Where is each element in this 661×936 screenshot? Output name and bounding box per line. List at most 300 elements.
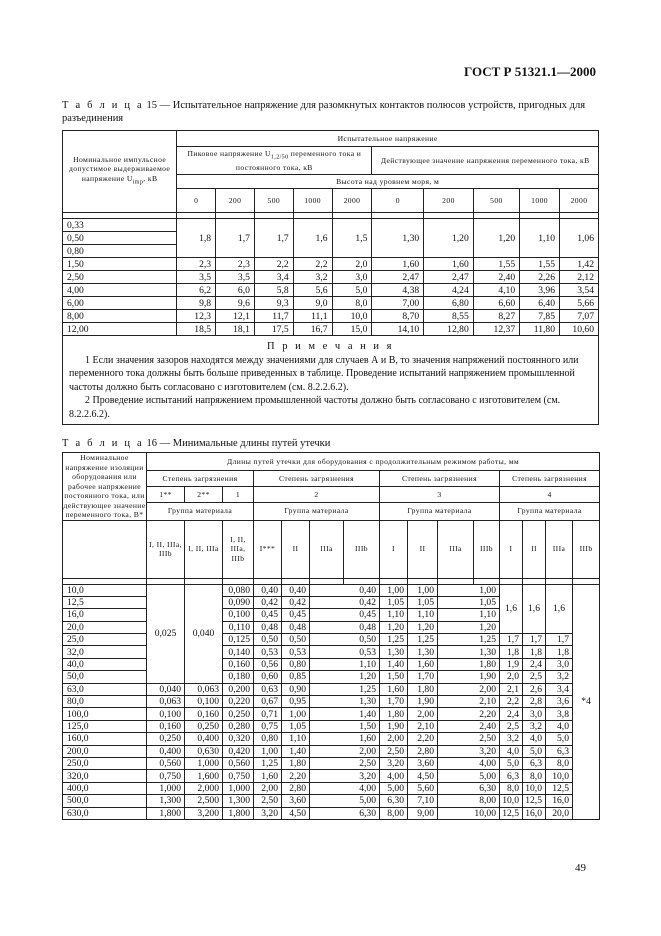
t16-pd2-II: 1,40 (282, 745, 310, 757)
t16-pd2a-value: 0,250 (185, 720, 223, 732)
t15-row (63, 219, 599, 232)
t16-pd3-I: 4,00 (380, 770, 408, 782)
t16-pd1-value: 0,180 (223, 671, 254, 683)
t15-value: 7,00 (372, 297, 424, 310)
t16-pd2-III: 1,60 (310, 733, 380, 745)
t16-pd2-III: 0,53 (310, 646, 380, 658)
t15-rated-value: 8,00 (63, 310, 177, 323)
t15-row (63, 284, 599, 297)
t16-pd3-II: 2,20 (408, 733, 438, 745)
t16-pd2-II: 0,85 (282, 671, 310, 683)
t16-pd4-I: 3,2 (500, 733, 523, 745)
t15-col-rated-sub: imp (132, 179, 144, 186)
t16-pd2-II: 1,05 (282, 720, 310, 732)
t16-pd3-I: 6,30 (380, 795, 408, 807)
t15-value: 5,66 (560, 297, 599, 310)
t16-pd3-II: 2,00 (408, 708, 438, 720)
t16-pd3-I: 3,20 (380, 757, 408, 769)
t16-row (63, 782, 600, 794)
t16-pd2a-value: 1,600 (185, 770, 223, 782)
t16-pd3-I: 1,10 (380, 609, 408, 621)
document-id: ГОСТ Р 51321.1—2000 (464, 64, 596, 79)
t16-rated-value: 16,0 (63, 609, 147, 621)
t15-peak-text: Пиковое напряжение U (187, 148, 271, 158)
t16-pd3-I: 1,40 (380, 658, 408, 670)
t15-rated-value: 1,50 (63, 258, 177, 271)
t16-rated-value: 630,0 (63, 807, 147, 819)
t16-row (63, 683, 600, 695)
t16-mg-a: I, II, IIIa, IIIb (147, 520, 185, 578)
t16-pd4-II: 2,5 (523, 671, 546, 683)
t16-pd3-II: 1,60 (408, 658, 438, 670)
t15-notes-row (63, 336, 599, 425)
t16-mg-2-0: I*** (254, 520, 282, 578)
t16-pd2-II: 1,10 (282, 733, 310, 745)
t16-pd3-III: 8,00 (438, 795, 500, 807)
t16-pollution-1: Степень загрязнения (147, 470, 254, 487)
t16-pd4-III: 10,0 (546, 770, 573, 782)
t16-pd2-I: 2,00 (254, 782, 282, 794)
t16-pd3-III: 5,00 (438, 770, 500, 782)
t16-pd3-I: 1,30 (380, 646, 408, 658)
t16-pd3-I: 1,70 (380, 696, 408, 708)
t16-pd1a-value: 0,250 (147, 733, 185, 745)
t16-rated-value: 400,0 (63, 782, 147, 794)
t16-pd4-I: 12,5 (500, 807, 523, 819)
t16-mg-2-2: IIIa (310, 520, 344, 578)
t16-mg-c: I, II, IIIa, IIIb (223, 520, 254, 578)
t16-pd3-II: 1,10 (408, 609, 438, 621)
t15-rated-value: 4,00 (63, 284, 177, 297)
t15-value: 17,5 (254, 323, 293, 336)
t15-rated-value: 2,50 (63, 271, 177, 284)
t15-value: 9,6 (216, 297, 255, 310)
t16-pd1a-value: 0,040 (147, 683, 185, 695)
t15-value: 12,3 (177, 310, 216, 323)
t16-pd2-I: 0,53 (254, 646, 282, 658)
t15-row (63, 310, 599, 323)
t16-pd4-II: 12,5 (523, 795, 546, 807)
t15-value: 11,7 (254, 310, 293, 323)
t16-pd2-I: 0,71 (254, 708, 282, 720)
t16-pd2-II: 0,80 (282, 658, 310, 670)
t16-pd2-II: 3,60 (282, 795, 310, 807)
t16-col-rated: Номинальное напряжение изоляции оборудования или рабочее напряжение постоянного тока, или действующее значение переменного тока, В* (63, 453, 146, 519)
table16-caption-word: Т а б л и ц а (62, 438, 144, 449)
t16-pd2-III: 5,00 (310, 795, 380, 807)
t16-pd3-I: 1,90 (380, 720, 408, 732)
t16-pollution-4: Степень загрязнения (500, 470, 600, 487)
t16-pd3-II: 9,00 (408, 807, 438, 819)
t16-pd2-II: 4,50 (282, 807, 310, 819)
t15-value: 12,80 (424, 323, 474, 336)
t16-pd3-II: 3,60 (408, 757, 438, 769)
t16-pd3-I: 2,00 (380, 733, 408, 745)
t15-value: 12,37 (473, 323, 519, 336)
t15-rated-value: 0,50 (63, 232, 177, 245)
t16-pd3-III: 3,20 (438, 745, 500, 757)
t15-value: 18,5 (177, 323, 216, 336)
t16-pd2-I: 0,67 (254, 696, 282, 708)
t15-value: 2,3 (177, 258, 216, 271)
t16-pd3-I: 1,00 (380, 584, 408, 596)
t16-pd4-II: 8,0 (523, 770, 546, 782)
t15-notes-title: П р и м е ч а н и я (267, 341, 394, 352)
t15-value: 11,80 (520, 323, 560, 336)
t16-pd4-II: 4,0 (523, 733, 546, 745)
t16-mg-header-2: Группа материала (254, 502, 380, 520)
t16-pd1-value: 0,125 (223, 634, 254, 646)
t15-value: 4,24 (424, 284, 474, 297)
t15-peak-rest: переменного тока и постоянного тока, кВ (235, 148, 362, 172)
t16-pd3-I: 1,60 (380, 683, 408, 695)
t16-pd-1a: 1** (147, 487, 185, 502)
t16-pd3-II: 1,90 (408, 696, 438, 708)
t16-pd4-I: 2,1 (500, 683, 523, 695)
t15-value: 3,0 (332, 271, 372, 284)
t16-pd2a-value: 2,000 (185, 782, 223, 794)
t15-col-rated (63, 131, 177, 213)
page-number: 49 (575, 862, 586, 874)
t15-altitude-3: 1000 (293, 189, 332, 213)
t16-pd2-I: 0,75 (254, 720, 282, 732)
t16-pd4-I: 4,0 (500, 745, 523, 757)
t16-pd2-I: 0,63 (254, 683, 282, 695)
t15-value: 3,5 (177, 271, 216, 284)
t16-pd1a-value: 1,300 (147, 795, 185, 807)
t15-row (63, 297, 599, 310)
t16-pd2-II: 1,80 (282, 757, 310, 769)
t16-pd1-value: 0,320 (223, 733, 254, 745)
t15-value: 1,8 (177, 219, 216, 258)
t16-pd2-III: 1,40 (310, 708, 380, 720)
table16-caption-text: 16 — Минимальные длины путей утечки (146, 438, 331, 449)
t16-row (63, 720, 600, 732)
t15-value: 6,2 (177, 284, 216, 297)
t16-mg-3-2: IIIa (438, 520, 474, 578)
t16-pd4-III: 3,8 (546, 708, 573, 720)
t15-value: 1,6 (293, 219, 332, 258)
t15-value: 8,0 (332, 297, 372, 310)
t16-pd2-III: 0,42 (310, 596, 380, 608)
t16-mg-3-3: IIIb (474, 520, 500, 578)
t16-pd3-III: 1,80 (438, 658, 500, 670)
t15-value: 2,2 (254, 258, 293, 271)
t16-pd3-II: 2,10 (408, 720, 438, 732)
t16-pd2-I: 0,60 (254, 671, 282, 683)
t16-pd2a-value: 0,063 (185, 683, 223, 695)
t16-pd4-I: 2,4 (500, 708, 523, 720)
t16-pd3-II: 7,10 (408, 795, 438, 807)
t15-test-voltage: Испытательное напряжение (177, 131, 599, 147)
t16-pd-1: 1 (223, 487, 254, 502)
t15-altitude-9: 2000 (560, 189, 599, 213)
t16-row (63, 696, 600, 708)
t15-value: 1,06 (560, 219, 599, 258)
t15-value: 3,5 (216, 271, 255, 284)
t16-pd2-I: 0,48 (254, 621, 282, 633)
t16-pd2-III: 1,10 (310, 658, 380, 670)
t16-mg-header-3: Группа материала (380, 502, 500, 520)
t16-pd2-III: 1,25 (310, 683, 380, 695)
t16-pd2a-value: 1,000 (185, 757, 223, 769)
t15-value: 1,5 (332, 219, 372, 258)
t16-pd2-III: 1,20 (310, 671, 380, 683)
t15-value: 3,4 (254, 271, 293, 284)
t16-pd1-value: 0,090 (223, 596, 254, 608)
t15-value: 2,47 (424, 271, 474, 284)
t15-value: 1,60 (372, 258, 424, 271)
t15-value: 4,38 (372, 284, 424, 297)
t16-row (63, 584, 600, 596)
t15-value: 1,55 (473, 258, 519, 271)
t16-pd2-III: 2,50 (310, 757, 380, 769)
t16-pd1a-value: 0,400 (147, 745, 185, 757)
t16-pollution-2: Степень загрязнения (254, 470, 380, 487)
t16-mg-3-0: I (380, 520, 408, 578)
t16-pd3-II: 1,70 (408, 671, 438, 683)
t16-rated-value: 320,0 (63, 770, 147, 782)
t15-value: 16,7 (293, 323, 332, 336)
t15-value: 6,40 (520, 297, 560, 310)
t16-pd2-I: 0,45 (254, 609, 282, 621)
t16-pd3-III: 2,10 (438, 696, 500, 708)
t16-pd4-II: 2,4 (523, 658, 546, 670)
t16-pd1-value: 0,420 (223, 745, 254, 757)
t16-pd3-III: 6,30 (438, 782, 500, 794)
t16-pd4-III: 3,6 (546, 696, 573, 708)
t15-value: 8,70 (372, 310, 424, 323)
t16-pollution-3: Степень загрязнения (380, 470, 500, 487)
t16-row (63, 745, 600, 757)
t16-pd1-value: 0,080 (223, 584, 254, 596)
t15-altitude-0: 0 (177, 189, 216, 213)
t16-pd4-II: 10,0 (523, 782, 546, 794)
t16-rated-value: 100,0 (63, 708, 147, 720)
t16-row (63, 708, 600, 720)
t16-pd4-II: 1,7 (523, 634, 546, 646)
t16-rated-value: 250,0 (63, 757, 147, 769)
t16-pd4-I: 10,0 (500, 795, 523, 807)
t15-note-2: 2 Проведение испытаний напряжением промышленной частоты должно быть согласовано с изготовителем (см. 8.2.2.6.2). (69, 395, 561, 420)
t15-value: 3,54 (560, 284, 599, 297)
t16-pd1-value: 0,280 (223, 720, 254, 732)
t15-value: 9,8 (177, 297, 216, 310)
t15-rated-value: 0,33 (63, 219, 177, 232)
t16-pd2-I: 0,40 (254, 584, 282, 596)
table15-caption-text: 15 — Испытательное напряжение для разомкнутых контактов полюсов устройств, пригодных для разъединения (62, 100, 586, 124)
t16-mg-4-1: II (523, 520, 546, 578)
t16-pd1a-value: 0,100 (147, 708, 185, 720)
t16-pd1-value: 0,100 (223, 609, 254, 621)
t16-pd2a-value: 0,100 (185, 696, 223, 708)
t15-value: 3,2 (293, 271, 332, 284)
t15-value: 10,60 (560, 323, 599, 336)
t16-pd4-I: 1,9 (500, 658, 523, 670)
t16-pd1-value: 0,200 (223, 683, 254, 695)
t16-row (63, 770, 600, 782)
t16-pd4-III-merged: 1,6 (546, 584, 573, 634)
t16-pd2a-value: 0,400 (185, 733, 223, 745)
t16-pd1-value: 1,300 (223, 795, 254, 807)
t16-pd4-III: 1,8 (546, 646, 573, 658)
t15-value: 5,0 (332, 284, 372, 297)
t16-pd3-II: 5,60 (408, 782, 438, 794)
t15-altitude-8: 1000 (520, 189, 560, 213)
t15-value: 5,8 (254, 284, 293, 297)
t16-pd-3: 3 (380, 487, 500, 502)
t15-note-1: 1 Если значения зазоров находятся между значениями для случаев А и В, то значения напряжений постоянного или переменного тока должны быть больше приведенных в таблице. Проведение испытаний напряжением промышленной частоты должно быть согласовано с изготовителем (см. 8.2.2.6.2). (69, 354, 579, 393)
t16-mg-4-2: IIIa (546, 520, 573, 578)
t15-value: 1,20 (473, 219, 519, 258)
t16-pd4-III: 4,0 (546, 720, 573, 732)
t16-pd3-III: 2,40 (438, 720, 500, 732)
t16-row (63, 634, 600, 646)
t16-pd3-III: 1,30 (438, 646, 500, 658)
t15-altitude-2: 500 (254, 189, 293, 213)
t16-rated-value: 160,0 (63, 733, 147, 745)
t16-pd2-III: 0,48 (310, 621, 380, 633)
t15-rated-value: 0,80 (63, 245, 177, 258)
t16-rated-value: 500,0 (63, 795, 147, 807)
t15-value: 2,2 (293, 258, 332, 271)
t16-pd4-II: 1,8 (523, 646, 546, 658)
t16-pd4-III: 3,2 (546, 671, 573, 683)
t15-peak-header (177, 147, 372, 175)
t16-pd4-III: 6,3 (546, 745, 573, 757)
t16-pd3-III: 2,00 (438, 683, 500, 695)
t16-pd2-III: 0,40 (310, 584, 380, 596)
t16-pd1-value: 0,560 (223, 757, 254, 769)
t16-row (63, 795, 600, 807)
table16-caption (62, 437, 600, 450)
t16-rated-value: 200,0 (63, 745, 147, 757)
t15-altitude-6: 200 (424, 189, 474, 213)
t16-pd3-II: 1,25 (408, 634, 438, 646)
t16-rated-value: 63,0 (63, 683, 147, 695)
t16-pd3-I: 1,05 (380, 596, 408, 608)
t16-pd2-III: 3,20 (310, 770, 380, 782)
t16-row (63, 733, 600, 745)
t16-pd3-III: 2,20 (438, 708, 500, 720)
t16-pd4-I: 1,8 (500, 646, 523, 658)
t16-rated-value: 10,0 (63, 584, 147, 596)
t16-pd2-III: 2,00 (310, 745, 380, 757)
t16-pd4-III: 3,0 (546, 658, 573, 670)
t15-altitude-4: 2000 (332, 189, 372, 213)
t16-pd4-II: 2,6 (523, 683, 546, 695)
t16-pd3-II: 1,80 (408, 683, 438, 695)
t15-value: 2,0 (332, 258, 372, 271)
t15-col-rated-unit: , кВ (143, 173, 158, 183)
t16-pd2-II: 0,42 (282, 596, 310, 608)
t15-altitude-7: 500 (473, 189, 519, 213)
t16-pd1-value: 0,220 (223, 696, 254, 708)
table15-caption (62, 99, 600, 125)
t16-mg-4-0: I (500, 520, 523, 578)
t16-pd-4: 4 (500, 487, 600, 502)
t16-pd4-III: 1,7 (546, 634, 573, 646)
t16-mg-2-1: II (282, 520, 310, 578)
t15-value: 1,7 (254, 219, 293, 258)
t16-pd-2: 2 (254, 487, 380, 502)
t16-pd3-II: 1,00 (408, 584, 438, 596)
t15-value: 2,3 (216, 258, 255, 271)
t16-pd2-III: 0,45 (310, 609, 380, 621)
t16-pd1a-merged: 0,025 (147, 584, 185, 683)
t16-pd2-I: 0,42 (254, 596, 282, 608)
t16-pd4-II: 6,3 (523, 757, 546, 769)
t16-pd2-III: 1,30 (310, 696, 380, 708)
t16-pd2a-value: 0,160 (185, 708, 223, 720)
t16-pd3-II: 1,30 (408, 646, 438, 658)
t16-pd3-III: 10,00 (438, 807, 500, 819)
t16-pd4-I: 2,5 (500, 720, 523, 732)
t15-value: 9,0 (293, 297, 332, 310)
t16-pd3-III: 1,25 (438, 634, 500, 646)
t16-pd3-I: 1,80 (380, 708, 408, 720)
t15-value: 11,1 (293, 310, 332, 323)
t16-pd3-II: 1,20 (408, 621, 438, 633)
t15-col-rated-text: Номинальное импульсное допустимое выдерживаемое напряжение U (69, 154, 171, 183)
t16-row (63, 671, 600, 683)
t15-value: 8,27 (473, 310, 519, 323)
t16-mg-4-3: IIIb (573, 520, 600, 578)
t16-pd2-I: 3,20 (254, 807, 282, 819)
t16-pd1a-value: 0,750 (147, 770, 185, 782)
t15-value: 1,30 (372, 219, 424, 258)
t16-pd4-III: 5,0 (546, 733, 573, 745)
t16-pd3-II: 2,80 (408, 745, 438, 757)
t16-pd1-value: 0,250 (223, 708, 254, 720)
table-15 (62, 130, 599, 425)
t15-value: 6,80 (424, 297, 474, 310)
t16-pd3-II: 1,05 (408, 596, 438, 608)
t16-row (63, 646, 600, 658)
t16-pd4-I: 1,7 (500, 634, 523, 646)
t16-pd3-III: 2,50 (438, 733, 500, 745)
t16-pd4-II: 3,2 (523, 720, 546, 732)
t15-value: 1,7 (216, 219, 255, 258)
t16-pd2a-value: 3,200 (185, 807, 223, 819)
t15-value: 18,1 (216, 323, 255, 336)
t16-pd1-value: 0,140 (223, 646, 254, 658)
t16-pd4-II: 3,0 (523, 708, 546, 720)
t16-pd1-value: 1,000 (223, 782, 254, 794)
t15-altitude-header: Высота над уровнем моря, м (177, 175, 599, 189)
t15-value: 14,10 (372, 323, 424, 336)
t15-value: 9,3 (254, 297, 293, 310)
t16-pd2-I: 0,56 (254, 658, 282, 670)
t16-col-rated-cont (63, 520, 147, 578)
t16-pd1a-value: 0,160 (147, 720, 185, 732)
t16-pd1a-value: 1,800 (147, 807, 185, 819)
t16-pd2a-value: 0,630 (185, 745, 223, 757)
t16-pd4-II: 16,0 (523, 807, 546, 819)
t16-mg-2-3: IIIb (344, 520, 380, 578)
t16-pd2-I: 1,00 (254, 745, 282, 757)
t15-row (63, 271, 599, 284)
t16-mg-header-1: Группа материала (147, 502, 254, 520)
t16-row (63, 757, 600, 769)
t16-row (63, 807, 600, 819)
t16-rated-value: 80,0 (63, 696, 147, 708)
t16-pd4-I-merged: 1,6 (500, 584, 523, 634)
t16-pd4-I: 2,0 (500, 671, 523, 683)
t16-pd1a-value: 0,063 (147, 696, 185, 708)
t16-pd3-II: 4,50 (408, 770, 438, 782)
t16-pd2-I: 1,60 (254, 770, 282, 782)
